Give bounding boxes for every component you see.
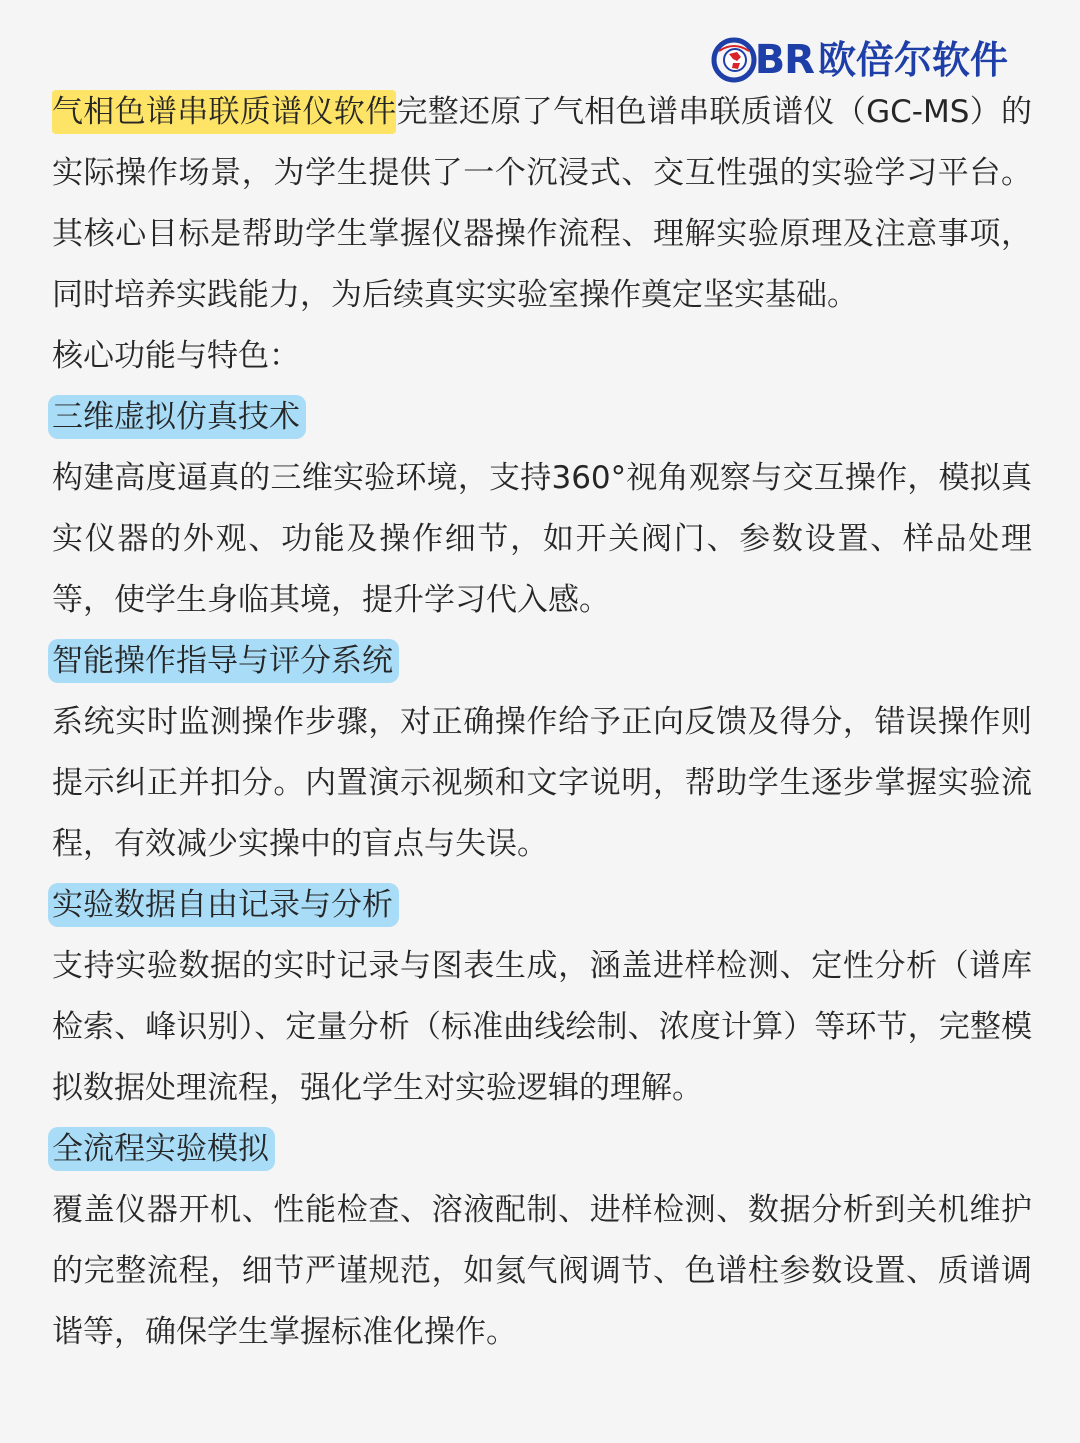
section-body-guidance-scoring: 系统实时监测操作步骤，对正确操作给予正向反馈及得分，错误操作则提示纠正并扣分。内置演示视频和文字说明，帮助学生逐步掌握实验流程，有效减少实操中的盲点与失误。 (52, 704, 1032, 862)
section-body-data-recording: 支持实验数据的实时记录与图表生成，涵盖进样检测、定性分析（谱库检索、峰识别）、定量分析（标准曲线绘制、浓度计算）等环节，完整模拟数据处理流程，强化学生对实验逻辑的理解。 (52, 948, 1032, 1106)
section-title-full-process (52, 1119, 1032, 1180)
globe-icon (711, 37, 757, 83)
intro-text: 完整还原了气相色谱串联质谱仪（GC-MS）的实际操作场景，为学生提供了一个沉浸式、交互性强的实验学习平台。其核心目标是帮助学生掌握仪器操作流程、理解实验原理及注意事项，同时培养实践能力，为后续真实实验室操作奠定坚实基础。 (52, 94, 1033, 313)
section-title-label: 三维虚拟仿真技术 (48, 395, 306, 439)
intro-paragraph (52, 82, 1032, 326)
product-name-highlight: 气相色谱串联质谱仪软件 (52, 90, 396, 134)
section-title-label: 智能操作指导与评分系统 (48, 639, 399, 683)
section-title-guidance-scoring (52, 631, 1032, 692)
features-heading: 核心功能与特色： (52, 338, 300, 374)
section-title-label: 全流程实验模拟 (48, 1127, 275, 1171)
logo-brand-text: BR (754, 37, 814, 83)
section-body-3d-simulation: 构建高度逼真的三维实验环境，支持360°视角观察与交互操作，模拟真实仪器的外观、功能及操作细节，如开关阀门、参数设置、样品处理等，使学生身临其境，提升学习代入感。 (52, 460, 1032, 618)
logo-company-name: 欧倍尔软件 (817, 38, 1008, 82)
article-body (52, 82, 1032, 1363)
section-title-data-recording (52, 875, 1032, 936)
section-body-full-process: 覆盖仪器开机、性能检查、溶液配制、进样检测、数据分析到关机维护的完整流程，细节严谨规范，如氦气阀调节、色谱柱参数设置、质谱调谐等，确保学生掌握标准化操作。 (52, 1192, 1032, 1350)
section-title-3d-simulation (52, 387, 1032, 448)
brand-logo (711, 34, 1008, 86)
section-title-label: 实验数据自由记录与分析 (48, 883, 399, 927)
